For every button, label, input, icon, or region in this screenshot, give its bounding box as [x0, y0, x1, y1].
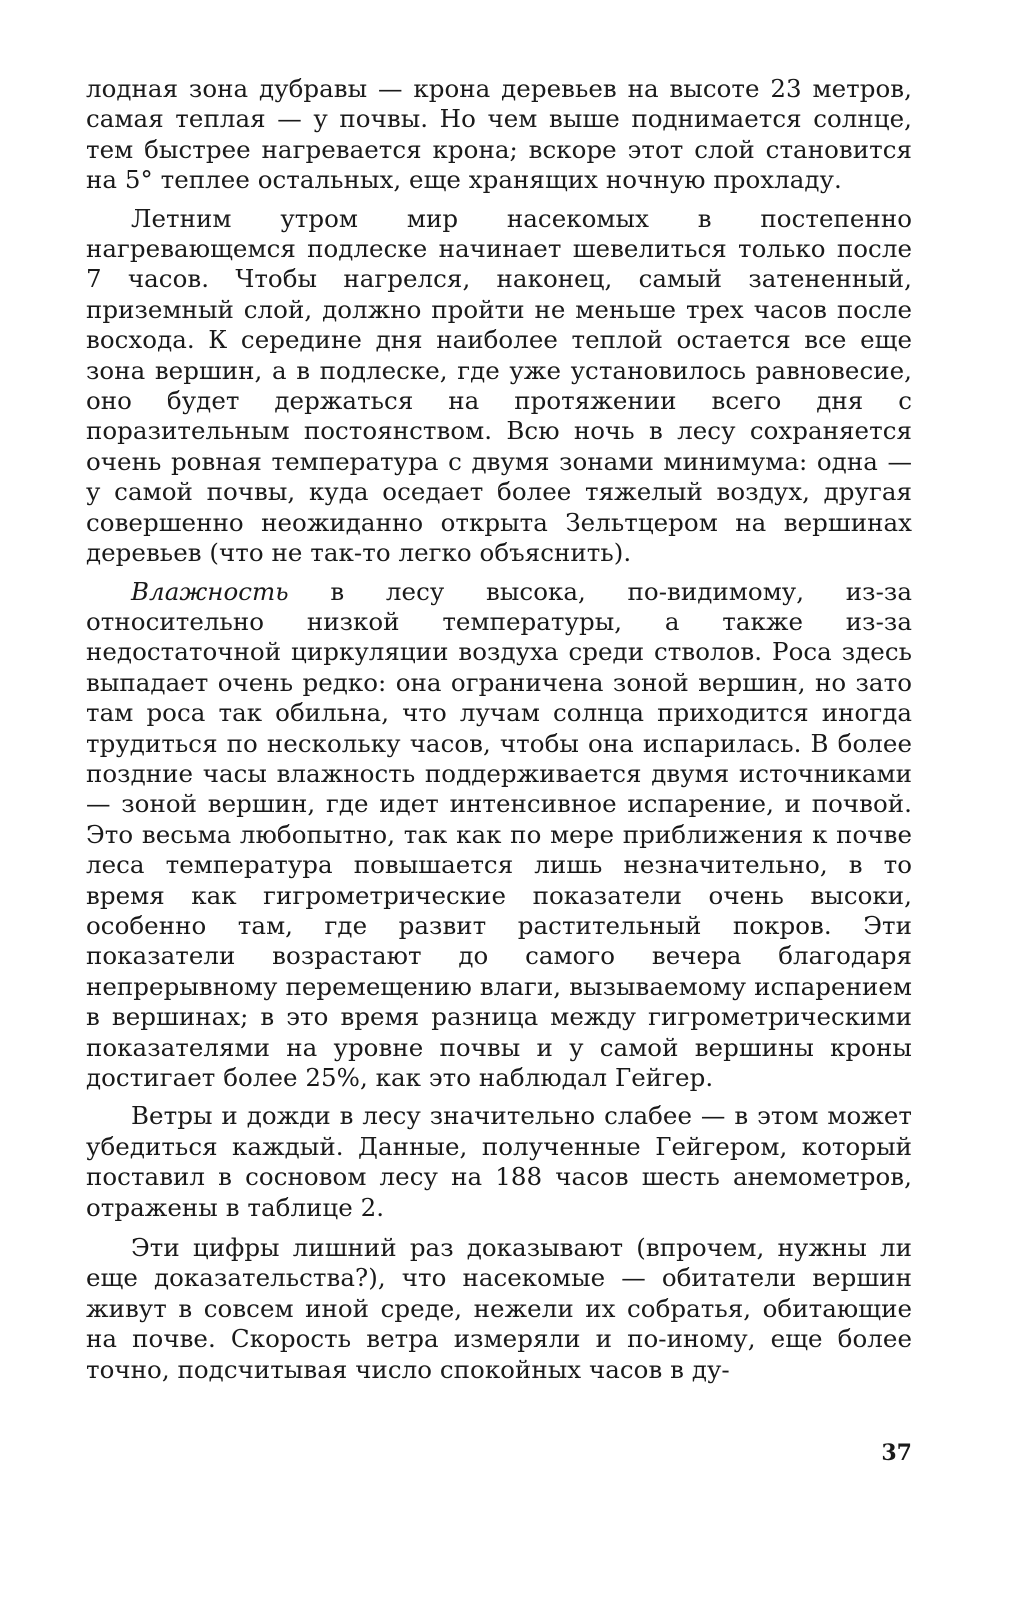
paragraph-5: Эти цифры лишний раз доказывают (впрочем, нужны ли еще доказательства?), что насекомые — обитатели вершин живут в совсем иной среде, нежели их собратья, обитающие на почве. Скорость ветра измеряли и по-иному, еще более точно, подсчитывая число спокойных часов в ду- — [86, 1233, 912, 1384]
body-text — [86, 74, 912, 1385]
paragraph-2: Летним утром мир насекомых в постепенно нагревающемся подлеске начинает шевелиться только после 7 часов. Чтобы нагрелся, наконец, самый затененный, приземный слой, должно пройти не меньше трех часов после восхода. К середине дня наиболее теплой остается все еще зона вершин, а в подлеске, где уже установилось равновесие, оно будет держаться на протяжении всего дня с поразительным постоянством. Всю ночь в лесу сохраняется очень ровная температура с двумя зонами минимума: одна — у самой почвы, куда оседает более тяжелый воздух, другая совершенно неожиданно открыта Зельтцером на вершинах деревьев (что не так-то легко объяснить). — [86, 203, 912, 568]
paragraph-1: лодная зона дубравы — крона деревьев на высоте 23 метров, самая теплая — у почвы. Но чем выше поднимается солнце, тем быстрее нагревается крона; вскоре этот слой становится на 5° теплее остальных, еще хранящих ночную прохладу. — [86, 74, 912, 195]
paragraph-3 — [86, 577, 912, 1094]
italic-term-humidity: Влажность — [131, 576, 289, 606]
page-number: 37 — [881, 1440, 912, 1466]
paragraph-3-body: в лесу высока, по-видимому, из-за относительно низкой температуры, а также из-за недостаточной циркуляции воздуха среди стволов. Роса здесь выпадает очень редко: она ограничена зоной вершин, но зато там роса так обильна, что лучам солнца приходится иногда трудиться по нескольку часов, чтобы она испарилась. В более поздние часы влажность поддерживается двумя источниками — зоной вершин, где идет интенсивное испарение, и почвой. Это весьма любопытно, так как по мере приближения к почве леса температура повышается лишь незначительно, в то время как гигрометрические показатели очень высоки, особенно там, где развит растительный покров. Эти показатели возрастают до самого вечера благодаря непрерывному перемещению влаги, вызываемому испарением в вершинах; в это время разница между гигрометрическими показателями на уровне почвы и у самой вершины кроны достигает более 25%, как это наблюдал Гейгер. — [86, 576, 912, 1092]
paragraph-4: Ветры и дожди в лесу значительно слабее — в этом может убедиться каждый. Данные, полученные Гейгером, который поставил в сосновом лесу на 188 часов шесть анемометров, отражены в таблице 2. — [86, 1101, 912, 1222]
